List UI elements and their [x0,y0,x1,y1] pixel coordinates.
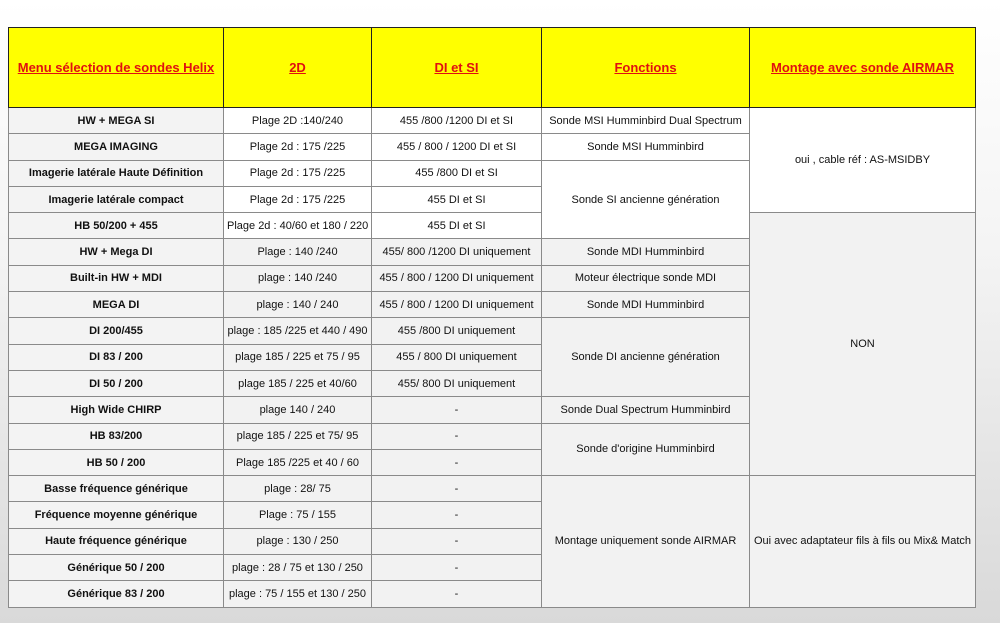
di-si-cell: 455/ 800 DI uniquement [372,370,542,396]
range-2d-cell: plage : 130 / 250 [224,528,372,554]
range-2d-cell: Plage 2d : 175 /225 [224,134,372,160]
di-si-cell: 455 /800 /1200 DI et SI [372,108,542,134]
airmar-cell-group-2: NON [750,213,976,476]
di-si-cell: - [372,449,542,475]
range-2d-cell: plage : 28 / 75 et 130 / 250 [224,555,372,581]
fonction-cell-di-ancienne: Sonde DI ancienne génération [542,318,750,397]
range-2d-cell: plage 185 / 225 et 75 / 95 [224,344,372,370]
menu-cell: High Wide CHIRP [9,397,224,423]
range-2d-cell: plage 140 / 240 [224,397,372,423]
menu-cell: Imagerie latérale Haute Définition [9,160,224,186]
fonction-cell: Moteur électrique sonde MDI [542,265,750,291]
di-si-cell: 455 / 800 / 1200 DI uniquement [372,292,542,318]
di-si-cell: 455 /800 DI uniquement [372,318,542,344]
range-2d-cell: plage : 140 /240 [224,265,372,291]
header-2d: 2D [224,28,372,108]
fonction-cell: Sonde MSI Humminbird Dual Spectrum [542,108,750,134]
range-2d-cell: Plage 2d : 175 /225 [224,160,372,186]
di-si-cell: 455 / 800 DI uniquement [372,344,542,370]
range-2d-cell: plage 185 / 225 et 75/ 95 [224,423,372,449]
menu-cell: Générique 83 / 200 [9,581,224,607]
menu-cell: HB 83/200 [9,423,224,449]
di-si-cell: 455 DI et SI [372,213,542,239]
menu-cell: Haute fréquence générique [9,528,224,554]
fonction-cell: Sonde Dual Spectrum Humminbird [542,397,750,423]
airmar-cell-group-1: oui , cable réf : AS-MSIDBY [750,108,976,213]
fonction-cell-airmar-only: Montage uniquement sonde AIRMAR [542,476,750,607]
range-2d-cell: plage : 75 / 155 et 130 / 250 [224,581,372,607]
range-2d-cell: plage 185 / 225 et 40/60 [224,370,372,396]
table-row [9,476,976,502]
di-si-cell: - [372,423,542,449]
di-si-cell: 455 / 800 / 1200 DI et SI [372,134,542,160]
di-si-cell: 455 DI et SI [372,186,542,212]
menu-cell: Fréquence moyenne générique [9,502,224,528]
range-2d-cell: plage : 28/ 75 [224,476,372,502]
menu-cell: DI 200/455 [9,318,224,344]
menu-cell: Basse fréquence générique [9,476,224,502]
menu-cell: Imagerie latérale compact [9,186,224,212]
helix-transducer-table [8,27,976,608]
range-2d-cell: Plage 185 /225 et 40 / 60 [224,449,372,475]
fonction-cell-si-ancienne: Sonde SI ancienne génération [542,160,750,239]
header-fonctions: Fonctions [542,28,750,108]
fonction-cell: Sonde MDI Humminbird [542,239,750,265]
di-si-cell: 455/ 800 /1200 DI uniquement [372,239,542,265]
menu-cell: MEGA DI [9,292,224,318]
range-2d-cell: plage : 185 /225 et 440 / 490 [224,318,372,344]
di-si-cell: 455 /800 DI et SI [372,160,542,186]
fonction-cell: Sonde MSI Humminbird [542,134,750,160]
header-row [9,28,976,108]
range-2d-cell: Plage 2d : 175 /225 [224,186,372,212]
di-si-cell: - [372,397,542,423]
menu-cell: Générique 50 / 200 [9,555,224,581]
menu-cell: HW + Mega DI [9,239,224,265]
di-si-cell: - [372,476,542,502]
di-si-cell: - [372,555,542,581]
di-si-cell: - [372,528,542,554]
fonction-cell: Sonde MDI Humminbird [542,292,750,318]
menu-cell: HB 50/200 + 455 [9,213,224,239]
range-2d-cell: Plage : 75 / 155 [224,502,372,528]
menu-cell: DI 83 / 200 [9,344,224,370]
menu-cell: MEGA IMAGING [9,134,224,160]
range-2d-cell: Plage 2d : 40/60 et 180 / 220 [224,213,372,239]
menu-cell: DI 50 / 200 [9,370,224,396]
header-di-si: DI et SI [372,28,542,108]
di-si-cell: - [372,581,542,607]
header-menu: Menu sélection de sondes Helix [9,28,224,108]
di-si-cell: - [372,502,542,528]
table-row [9,213,976,239]
header-airmar: Montage avec sonde AIRMAR [750,28,976,108]
fonction-cell-origine: Sonde d'origine Humminbird [542,423,750,476]
range-2d-cell: Plage : 140 /240 [224,239,372,265]
di-si-cell: 455 / 800 / 1200 DI uniquement [372,265,542,291]
menu-cell: Built-in HW + MDI [9,265,224,291]
airmar-cell-group-3: Oui avec adaptateur fils à fils ou Mix& Match [750,476,976,607]
range-2d-cell: Plage 2D :140/240 [224,108,372,134]
menu-cell: HB 50 / 200 [9,449,224,475]
table-row [9,108,976,134]
range-2d-cell: plage : 140 / 240 [224,292,372,318]
menu-cell: HW + MEGA SI [9,108,224,134]
